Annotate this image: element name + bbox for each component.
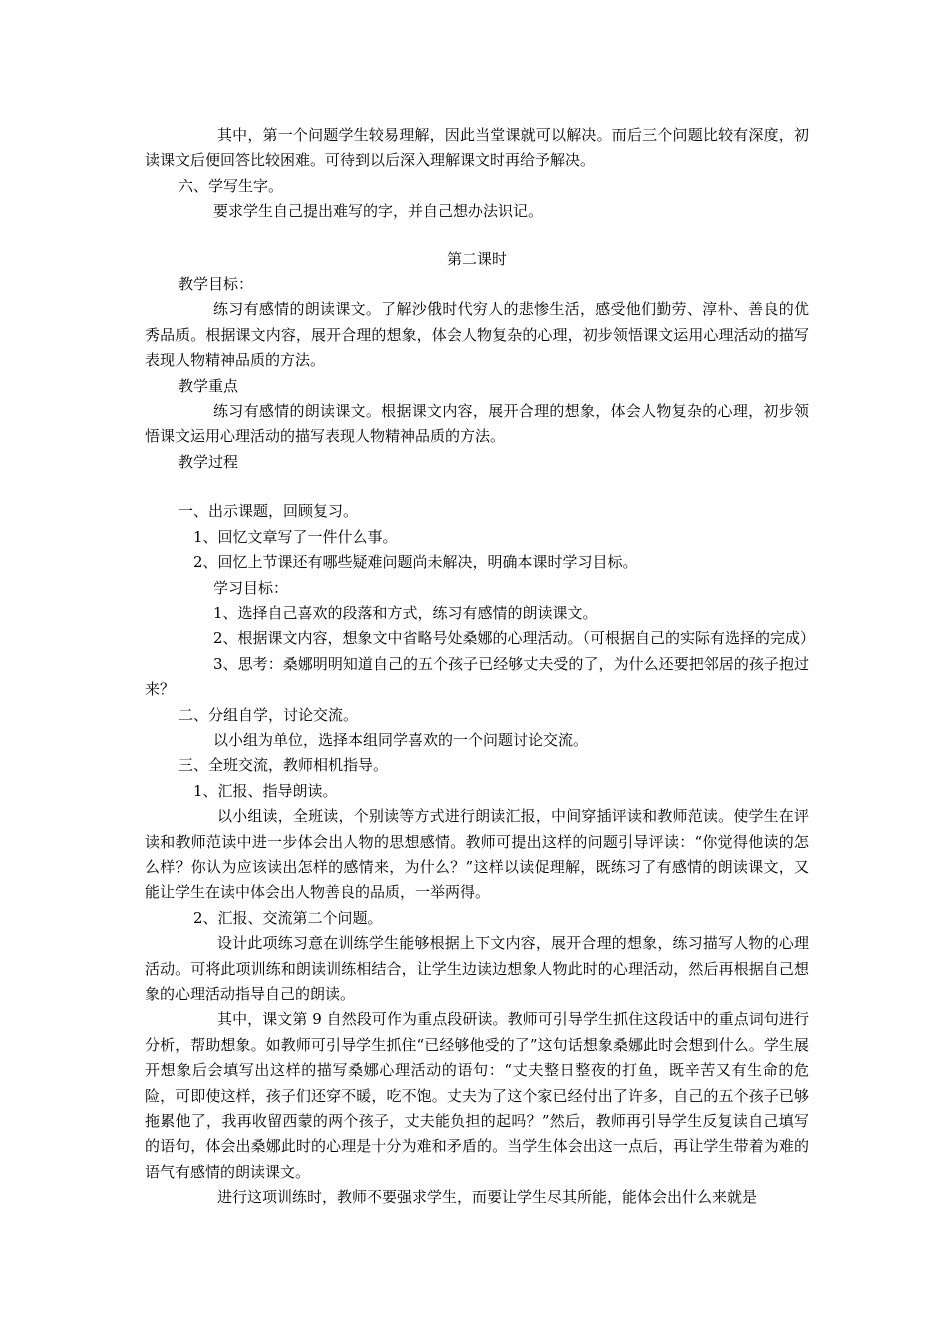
paragraph-training-note: 进行这项训练时，教师不要强求学生，而要让学生尽其所能，能体会出什么来就是 [217,1188,758,1207]
section-heading-six: 六、学写生字。 [178,176,284,195]
learning-goal-3: 3、思考：桑娜明明知道自己的五个孩子已经够丈夫受的了，为什么还要把邻居的孩子抱过来？ [145,654,809,699]
heading-teaching-process: 教学过程 [178,452,239,471]
section-heading-three: 三、全班交流，教师相机指导。 [178,756,389,775]
learning-goal-1: 1、选择自己喜欢的段落和方式，练习有感情的朗读课文。 [213,603,598,622]
list-item-2: 2、回忆上节课还有哪些疑难问题尚未解决，明确本课时学习目标。 [193,553,638,572]
paragraph-new-characters: 要求学生自己提出难写的字，并自己想办法识记。 [213,202,544,221]
list-item-report-reading: 1、汇报、指导朗读。 [193,781,338,800]
heading-teaching-goals: 教学目标： [178,275,254,294]
paragraph-exercise-design: 设计此项练习意在训练学生能够根据上下文内容，展开合理的想象，练习描写人物的心理活动。可将此项训练和朗读训练相结合，让学生边读边想象人物此时的心理活动，然后再根据自己想象的心理活动指导自己的朗读。 [145,934,809,1003]
section-heading-one: 一、出示课题，回顾复习。 [178,502,359,521]
list-item-1: 1、回忆文章写了一件什么事。 [193,527,398,546]
document-body [145,123,816,1211]
learning-goal-2: 2、根据课文内容，想象文中省略号处桑娜的心理活动。（可根据自己的实际有选择的完成） [213,629,816,648]
paragraph-group-discussion: 以小组为单位，选择本组同学喜欢的一个问题讨论交流。 [213,730,589,749]
paragraph-teaching-focus: 练习有感情的朗读课文。根据课文内容，展开合理的想象，体会人物复杂的心理，初步领悟课文运用心理活动的描写表现人物精神品质的方法。 [145,402,809,446]
paragraph-key-section: 其中，课文第 9 自然段可作为重点段研读。教师可引导学生抓住这段话中的重点词句进行分析，帮助想象。如教师可引导学生抓住“已经够他受的了”这句话想象桑娜此时会想到什么。学生展开想象后会填写出这样的描写桑娜心理活动的语句：“丈夫整日整夜的打鱼，既辛苦又有生命的危险，可即使这样，孩子们还穿不暖，吃不饱。丈夫为了这个家已经付出了许多，自己的五个孩子已够拖累他了，我再收留西蒙的两个孩子，丈夫能负担的起吗？”然后，教师再引导学生反复读自己填写的语句，体会出桑娜此时的心理是十分为难和矛盾的。当学生体会出这一点后，再让学生带着为难的语气有感情的朗读课文。 [145,1010,809,1181]
paragraph-teaching-goals: 练习有感情的朗读课文。了解沙俄时代穷人的悲惨生活，感受他们勤劳、淳朴、善良的优秀品质。根据课文内容，展开合理的想象，体会人物复杂的心理，初步领悟课文运用心理活动的描写表现人物精神品质的方法。 [145,300,809,370]
heading-teaching-focus: 教学重点 [178,376,239,395]
heading-learning-goals: 学习目标： [213,578,289,597]
list-item-report-question-two: 2、汇报、交流第二个问题。 [193,908,383,927]
lesson-title: 第二课时 [446,249,507,268]
spacer [145,225,809,247]
spacer [145,475,809,499]
section-heading-two: 二、分组自学，讨论交流。 [178,705,359,724]
paragraph-questions-note: 其中，第一个问题学生较易理解，因此当堂课就可以解决。而后三个问题比较有深度，初读课文后便回答比较困难。可待到以后深入理解课文时再给予解决。 [145,126,809,170]
paragraph-reading-report: 以小组读，全班读，个别读等方式进行朗读汇报，中间穿插评读和教师范读。使学生在评读和教师范读中进一步体会出人物的思想感情。教师可提出这样的问题引导评读：“你觉得他读的怎么样？你认为应该读出怎样的感情来，为什么？”这样以读促理解，既练习了有感情的朗读课文，又能让学生在读中体会出人物善良的品质，一举两得。 [145,807,809,902]
